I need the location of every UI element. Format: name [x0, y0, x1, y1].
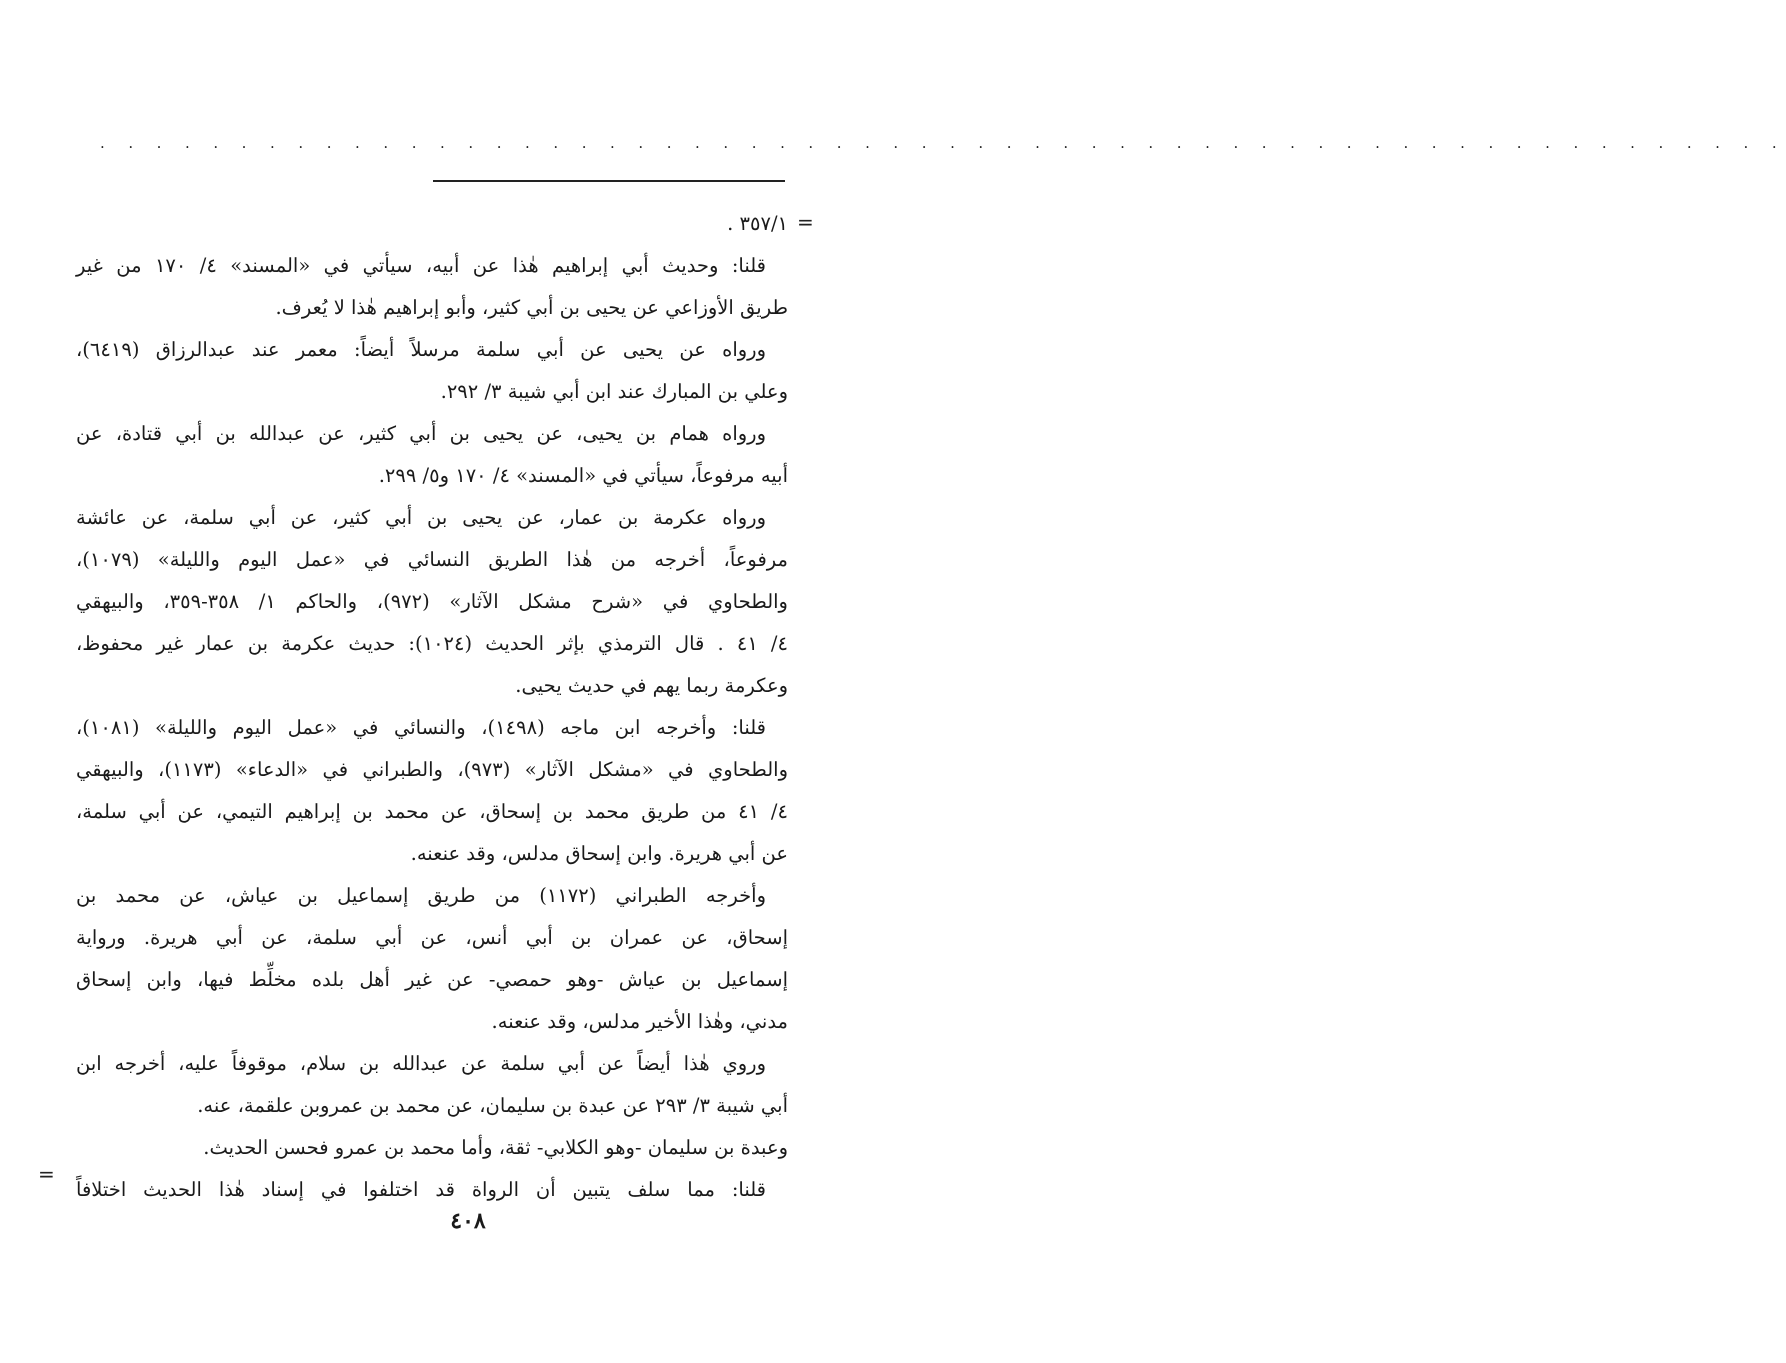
footnote-separator-rule [433, 180, 785, 182]
page-number: ٤٠٨ [450, 1208, 486, 1234]
text-line: ورواه عكرمة بن عمار، عن يحيى بن أبي كثير، عن أبي سلمة، عن عائشة [76, 506, 766, 529]
text-line: طريق الأوزاعي عن يحيى بن أبي كثير، وأبو إبراهيم هٰذا لا يُعرف. [275, 296, 788, 319]
text-line: وروي هٰذا أيضاً عن أبي سلمة عن عبدالله بن سلام، موقوفاً عليه، أخرجه ابن [76, 1052, 766, 1075]
continuation-mark-top: = [797, 210, 814, 234]
text-line: والطحاوي في «مشكل الآثار» (٩٧٣)، والطبراني في «الدعاء» (١١٧٣)، والبيهقي [76, 758, 789, 781]
text-line: وعبدة بن سليمان -وهو الكلابي- ثقة، وأما محمد بن عمرو فحسن الحديث. [203, 1136, 788, 1159]
text-line: ٣٥٧/١ . [727, 212, 788, 235]
text-line: مدني، وهٰذا الأخير مدلس، وقد عنعنه. [491, 1010, 788, 1033]
text-line: إسماعيل بن عياش -وهو حمصي- عن غير أهل بلده مخلِّط فيها، وابن إسحاق [76, 968, 788, 991]
text-line: ٤/ ٤١ . قال الترمذي بإثر الحديث (١٠٢٤): حديث عكرمة بن عمار غير محفوظ، [76, 632, 788, 655]
text-line: والطحاوي في «شرح مشكل الآثار» (٩٧٢)، والحاكم ١/ ٣٥٨-٣٥٩، والبيهقي [76, 590, 788, 613]
leader-dots: . . . . . . . . . . . . . . . . . . . . . . . . . . . . . . . . . . . . . . . . . . . . . . . . . . . . . . . . . . . . [100, 134, 1786, 152]
text-line: ورواه عن يحيى عن أبي سلمة مرسلاً أيضاً: معمر عند عبدالرزاق (٦٤١٩)، [76, 338, 766, 361]
text-line: أبي شيبة ٣/ ٢٩٣ عن عبدة بن سليمان، عن محمد بن عمروبن علقمة، عنه. [197, 1094, 788, 1117]
text-line: قلنا: وأخرجه ابن ماجه (١٤٩٨)، والنسائي في «عمل اليوم والليلة» (١٠٨١)، [76, 716, 766, 739]
text-line: أبيه مرفوعاً، سيأتي في «المسند» ٤/ ١٧٠ و٥/ ٢٩٩. [378, 464, 788, 487]
text-line: ورواه همام بن يحيى، عن يحيى بن أبي كثير، عن عبدالله بن أبي قتادة، عن [76, 422, 766, 445]
text-line: إسحاق، عن عمران بن أبي أنس، عن أبي سلمة، عن أبي هريرة. ورواية [76, 926, 788, 949]
text-line: عن أبي هريرة. وابن إسحاق مدلس، وقد عنعنه. [410, 842, 788, 865]
text-line: وعكرمة ربما يهم في حديث يحيى. [515, 674, 788, 697]
text-line: مرفوعاً، أخرجه من هٰذا الطريق النسائي في «عمل اليوم والليلة» (١٠٧٩)، [76, 548, 788, 571]
continuation-mark-bottom: = [38, 1162, 55, 1186]
text-line: قلنا: وحديث أبي إبراهيم هٰذا عن أبيه، سيأتي في «المسند» ٤/ ١٧٠ من غير [76, 254, 766, 277]
text-line: قلنا: مما سلف يتبين أن الرواة قد اختلفوا في إسناد هٰذا الحديث اختلافاً [76, 1178, 766, 1201]
text-line: وأخرجه الطبراني (١١٧٢) من طريق إسماعيل بن عياش، عن محمد بن [76, 884, 766, 907]
text-line: وعلي بن المبارك عند ابن أبي شيبة ٣/ ٢٩٢. [440, 380, 788, 403]
footnote-text [76, 203, 788, 1211]
text-line: ٤/ ٤١ من طريق محمد بن إسحاق، عن محمد بن إبراهيم التيمي، عن أبي سلمة، [76, 800, 788, 823]
